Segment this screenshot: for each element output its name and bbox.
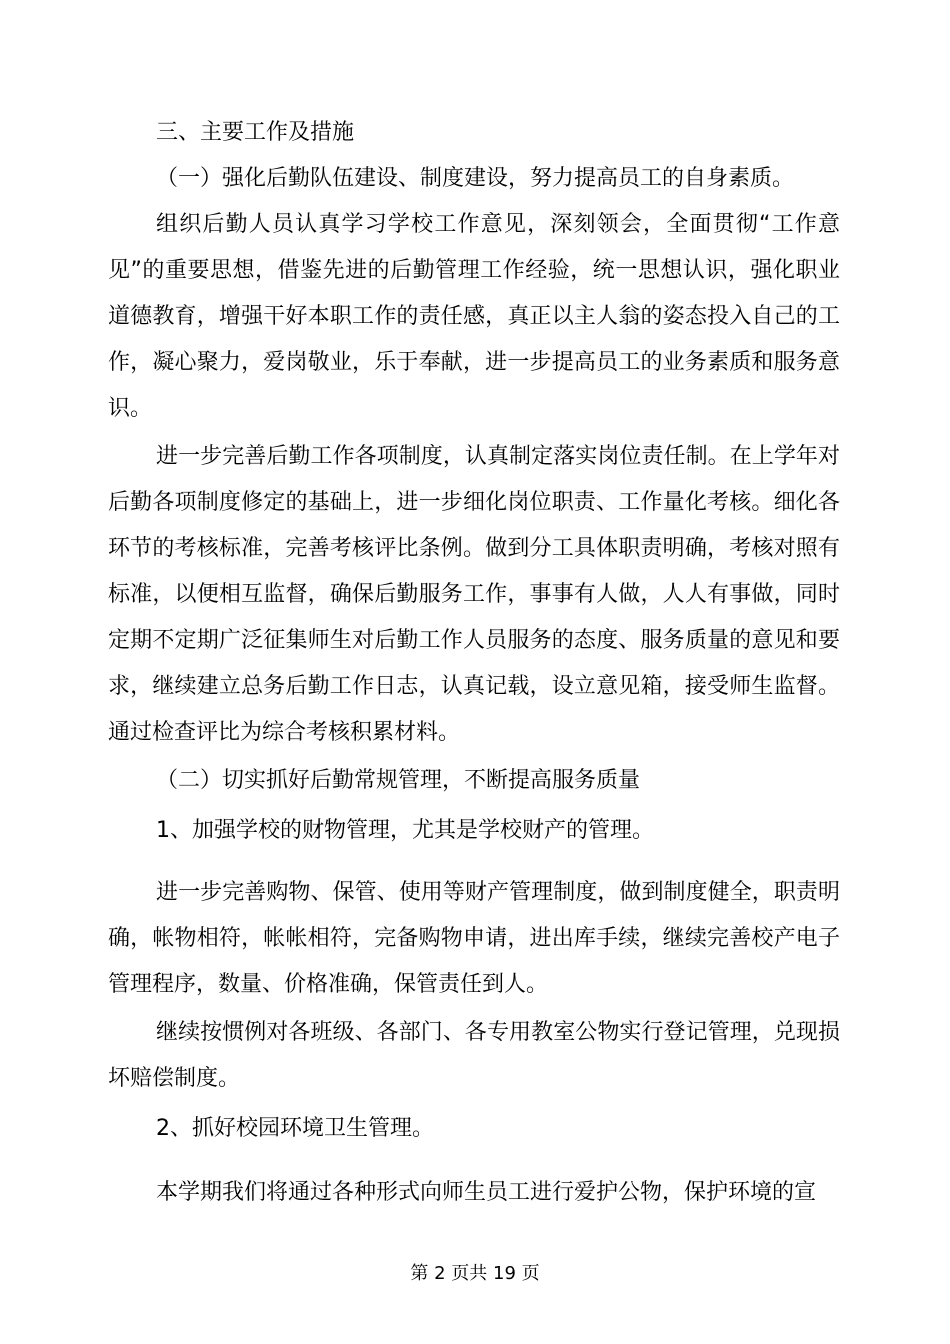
section-heading: 三、主要工作及措施	[156, 120, 355, 145]
subsection-heading-1: （一）强化后勤队伍建设、制度建设，努力提高员工的自身素质。	[156, 166, 795, 191]
paragraph-2: 进一步完善后勤工作各项制度，认真制定落实岗位责任制。在上学年对后勤各项制度修定的基础上，进一步细化岗位职责、工作量化考核。细化各环节的考核标准，完善考核评比条例。做到分工具体职责明确，考核对照有标准，以便相互监督，确保后勤服务工作，事事有人做，人人有事做，同时定期不定期广泛征集师生对后勤工作人员服务的态度、服务质量的意见和要求，继续建立总务后勤工作日志，认真记载，设立意见箱，接受师生监督。通过检查评比为综合考核积累材料。	[108, 444, 840, 745]
paragraph-4: 继续按惯例对各班级、各部门、各专用教室公物实行登记管理，兑现损坏赔偿制度。	[108, 1020, 840, 1091]
paragraph-3: 进一步完善购物、保管、使用等财产管理制度，做到制度健全，职责明确，帐物相符，帐帐相符，完备购物申请，进出库手续，继续完善校产电子管理程序，数量、价格准确，保管责任到人。	[108, 880, 840, 997]
page-footer: 第 2 页共 19 页	[410, 1263, 540, 1284]
item-heading-2: 2、抓好校园环境卫生管理。	[156, 1116, 434, 1141]
item-heading-1: 1、加强学校的财物管理，尤其是学校财产的管理。	[156, 818, 654, 843]
paragraph-5: 本学期我们将通过各种形式向师生员工进行爱护公物，保护环境的宣	[156, 1180, 817, 1205]
subsection-heading-2: （二）切实抓好后勤常规管理，不断提高服务质量	[156, 768, 641, 793]
paragraph-1: 组织后勤人员认真学习学校工作意见，深刻领会，全面贯彻“工作意见”的重要思想，借鉴先进的后勤管理工作经验，统一思想认识，强化职业道德教育，增强干好本职工作的责任感，真正以主人翁的姿态投入自己的工作，凝心聚力，爱岗敬业，乐于奉献，进一步提高员工的业务素质和服务意识。	[108, 212, 840, 421]
